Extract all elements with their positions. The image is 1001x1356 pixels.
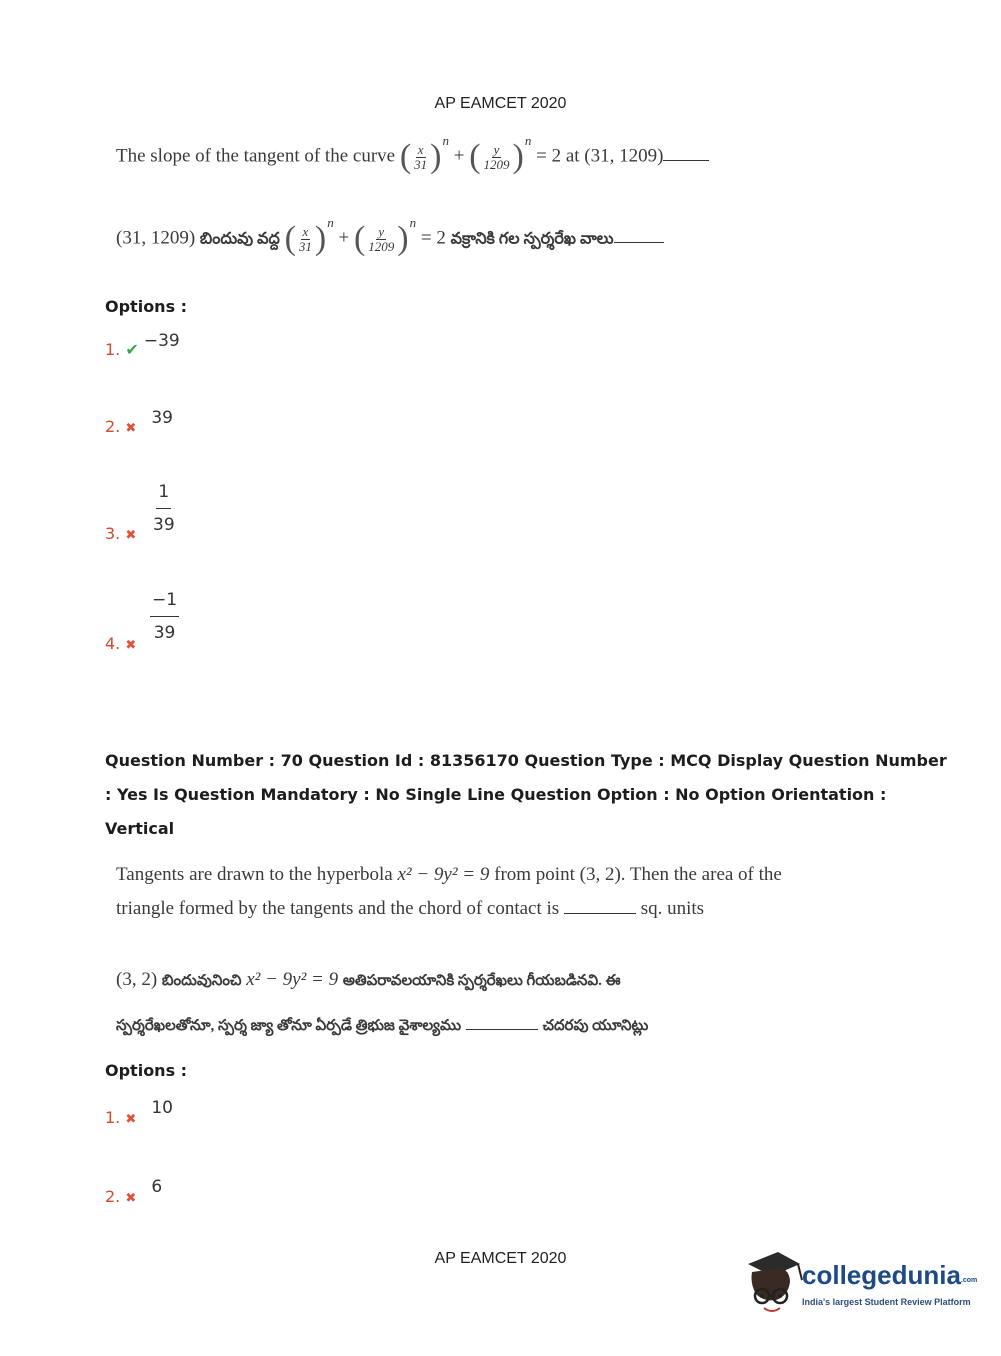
q69-prompt: The slope of the tangent of the curve: [116, 145, 396, 167]
cross-icon: ✖: [125, 421, 137, 436]
q69-telugu-text: (31, 1209) బిందువు వద్ద ( $\frac{x}{31}$ )$^n$ + ( $\frac{y}{1209}$ )$^n$ = 2 వక్రానికి గల స్పర్శరేఖ వాలు: [116, 222, 664, 256]
q69-option-3-fraction: [153, 482, 175, 535]
fraction-numerator: 1: [156, 482, 171, 509]
x-var: x: [417, 141, 424, 157]
denominator-31: 31: [298, 238, 312, 254]
exp-n: n: [442, 133, 449, 149]
q70-line1-b: from point (3, 2). Then the area of the: [494, 864, 782, 885]
equals-2: = 2: [420, 227, 446, 249]
option-number: 2.: [105, 417, 121, 436]
q69-english-text: The slope of the tangent of the curve ( $\frac{x}{31}$ )$^n$ + ( $\frac{y}{1209}$ )$^n$ = 2 at (31, 1209): [116, 140, 709, 174]
te-word: అతిపరావలయానికి స్పర్శరేఖలు గీయబడినవి. ఈ: [342, 973, 621, 989]
cross-icon: ✖: [125, 1112, 137, 1127]
option-number: 2.: [105, 1187, 121, 1206]
q70-english-text: [116, 858, 782, 926]
option-value: 6: [151, 1177, 163, 1197]
denominator-1209: 1209: [483, 156, 510, 172]
te-word: బిందువు వద్ద: [199, 230, 280, 248]
option-value: 39: [151, 408, 173, 428]
te-point: (3, 2): [116, 969, 158, 990]
answer-blank: [564, 913, 636, 914]
options-label: Options :: [105, 297, 188, 316]
answer-blank: [466, 1029, 538, 1030]
meta-line-2: : Yes Is Question Mandatory : No Single Line Question Option : No Option Orientation :: [105, 785, 887, 804]
q70-line2-a: triangle formed by the tangents and the chord of contact is: [116, 898, 560, 919]
at-point: at (31, 1209): [565, 145, 664, 167]
plus-sign: +: [453, 145, 465, 167]
check-icon: ✔: [125, 340, 139, 359]
fraction-numerator: −1: [150, 590, 179, 617]
te-word: స్పర్శరేఖలతోనూ, స్పర్శ జ్యా తోనూ ఏర్పడే త్రిభుజ వైశాల్యము: [116, 1018, 462, 1034]
brand-suffix: .com: [960, 1277, 978, 1284]
exp-n: n: [409, 215, 417, 231]
cross-icon: ✖: [125, 1191, 137, 1206]
cross-icon: ✖: [125, 638, 137, 653]
q70-line2-b: sq. units: [640, 898, 705, 919]
q70-telugu-text: [116, 958, 648, 1048]
exp-n: n: [327, 215, 334, 231]
fraction-denominator: 39: [153, 623, 176, 643]
q69-option-4[interactable]: [105, 634, 136, 653]
meta-line-1: Question Number : 70 Question Id : 81356170 Question Type : MCQ Display Question Number: [105, 751, 947, 770]
options-label: Options :: [105, 1061, 188, 1080]
meta-line-3: Vertical: [105, 819, 175, 838]
exp-n: n: [524, 133, 532, 149]
answer-blank: [614, 242, 664, 243]
hyperbola-equation: x² − 9y² = 9: [246, 969, 339, 990]
te-word: చదరపు యూనిట్లు: [542, 1018, 649, 1034]
denominator-31: 31: [414, 156, 428, 172]
denominator-1209: 1209: [368, 238, 395, 254]
page-footer: AP EAMCET 2020: [434, 1250, 567, 1267]
option-value: −39: [143, 331, 180, 351]
mascot-icon: [742, 1250, 804, 1318]
option-number: 1.: [105, 1108, 121, 1127]
q70-meta: [105, 744, 947, 846]
brand-name: [802, 1260, 977, 1291]
option-number: 4.: [105, 634, 121, 653]
q70-option-1[interactable]: [105, 1098, 173, 1128]
plus-sign: +: [338, 227, 350, 249]
te-word: వక్రానికి గల స్పర్శరేఖ వాలు: [450, 230, 614, 248]
equals-2: = 2: [536, 145, 562, 167]
hyperbola-equation: x² − 9y² = 9: [397, 864, 490, 885]
collegedunia-logo: [742, 1250, 978, 1322]
brand-text: collegedunia: [802, 1260, 961, 1290]
q69-option-1[interactable]: [105, 331, 180, 360]
q70-line1-a: Tangents are drawn to the hyperbola: [116, 864, 393, 885]
option-number: 1.: [105, 340, 121, 359]
brand-tagline: India's largest Student Review Platform: [802, 1297, 971, 1307]
y-var: y: [493, 141, 500, 157]
answer-blank: [663, 160, 709, 161]
option-value: 10: [151, 1098, 173, 1118]
cross-icon: ✖: [125, 528, 137, 543]
fraction-denominator: 39: [153, 515, 175, 535]
page-header: AP EAMCET 2020: [434, 95, 567, 112]
q69-option-2[interactable]: [105, 408, 173, 437]
y-var: y: [378, 223, 385, 239]
q70-option-2[interactable]: [105, 1177, 163, 1207]
te-point: (31, 1209): [116, 227, 196, 249]
x-var: x: [302, 223, 309, 239]
te-word: బిందువునించి: [161, 973, 242, 989]
option-number: 3.: [105, 524, 121, 543]
q69-option-3[interactable]: [105, 524, 136, 543]
q69-option-4-fraction: [150, 590, 179, 643]
